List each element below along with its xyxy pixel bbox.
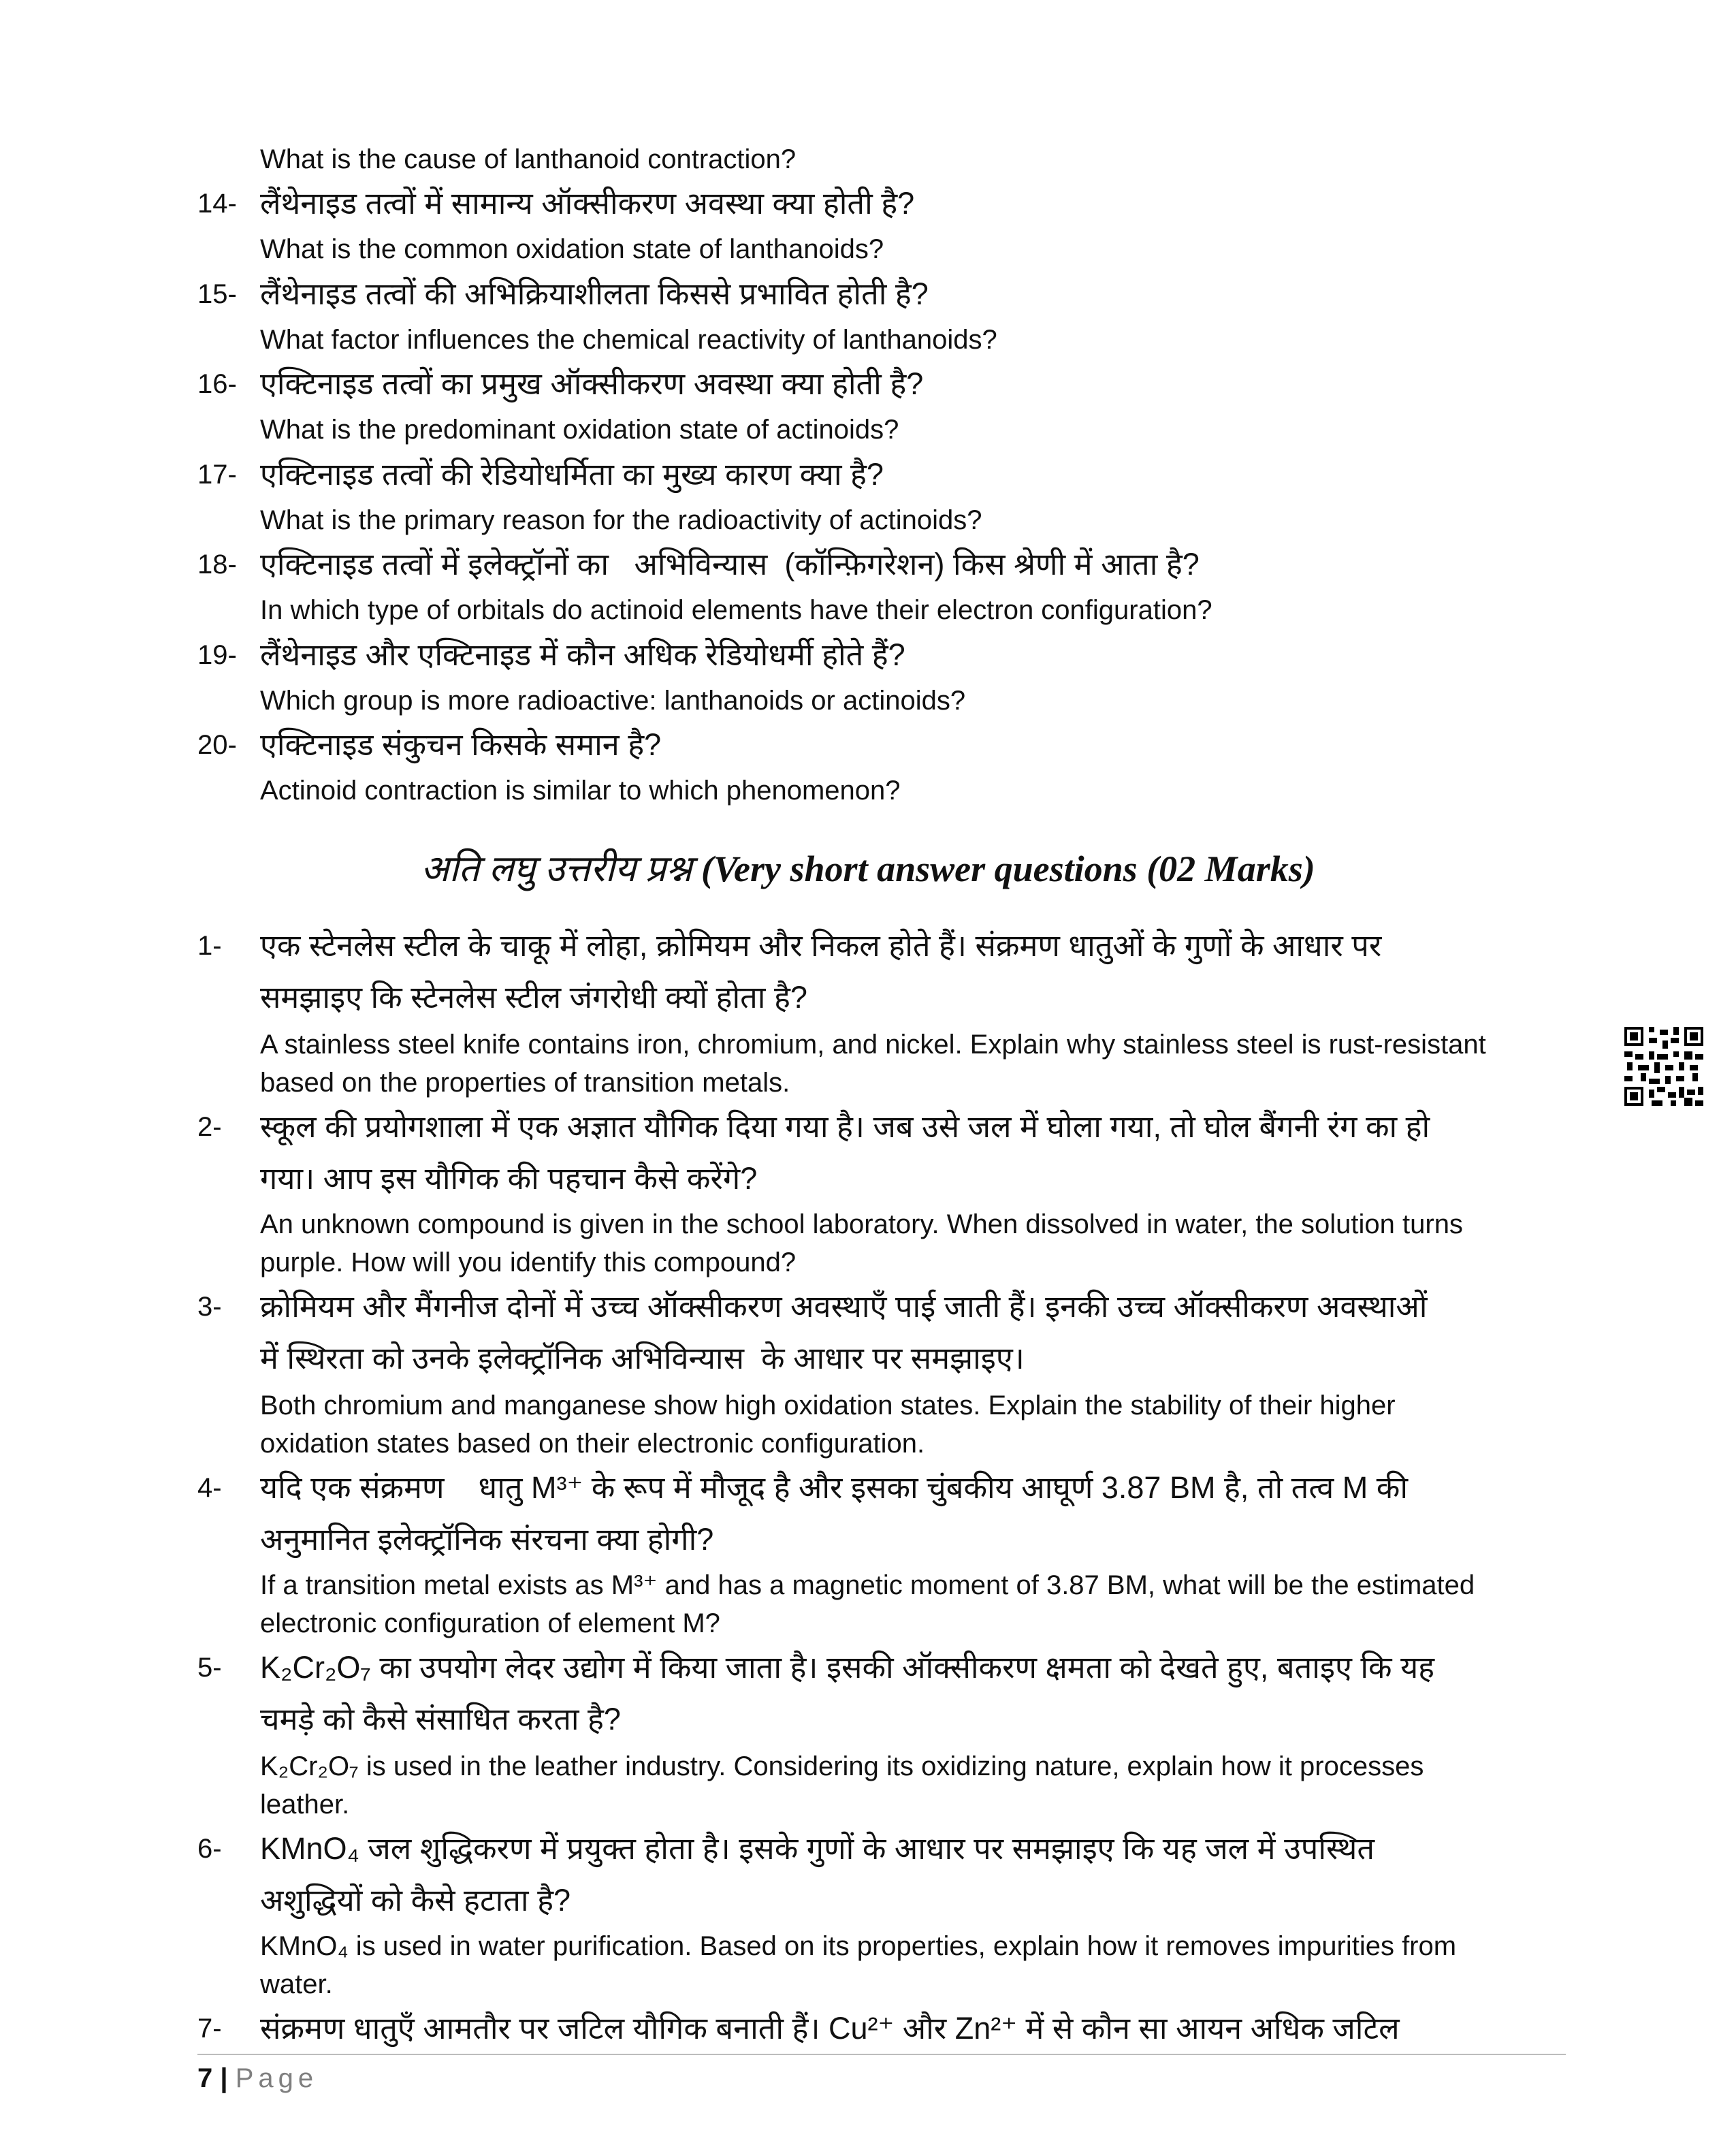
- page-label: Page: [235, 2063, 319, 2093]
- question-19-english: Which group is more radioactive: lanthanoids or actinoids?: [260, 686, 966, 716]
- section-heading-hindi: अति लघु उत्तरीय प्रश्न: [421, 848, 692, 889]
- question-3-hindi-line-2: में स्थिरता को उनके इलेक्ट्रॉनिक अभिविन्यास के आधार पर समझाइए।: [260, 1341, 1025, 1376]
- question-6-number: 6-: [197, 1834, 222, 1864]
- section-heading: [0, 844, 1736, 893]
- question-16-number: 16-: [197, 369, 237, 399]
- question-19-number: 19-: [197, 640, 237, 670]
- question-7-number: 7-: [197, 2014, 222, 2044]
- question-2-hindi-line-1: स्कूल की प्रयोगशाला में एक अज्ञात यौगिक दिया गया है। जब उसे जल में घोला गया, तो घोल बैंगनी रंग का हो: [260, 1109, 1430, 1144]
- question-17-number: 17-: [197, 460, 237, 490]
- question-5-hindi-line-1: K₂Cr₂O₇ का उपयोग लेदर उद्योग में किया जाता है। इसकी ऑक्सीकरण क्षमता को देखते हुए, बताइए कि यह: [260, 1650, 1435, 1685]
- question-5-english-line-2: leather.: [260, 1790, 350, 1820]
- question-5-english-line-1: K₂Cr₂O₇ is used in the leather industry. Considering its oxidizing nature, explain how it processes: [260, 1751, 1424, 1781]
- question-2-english-line-1: An unknown compound is given in the school laboratory. When dissolved in water, the solution turns: [260, 1209, 1463, 1239]
- question-14-number: 14-: [197, 189, 237, 219]
- question-2-number: 2-: [197, 1112, 222, 1142]
- question-5-number: 5-: [197, 1653, 222, 1683]
- question-4-hindi-line-1: यदि एक संक्रमण धातु M³⁺ के रूप में मौजूद है और इसका चुंबकीय आघूर्ण 3.87 BM है, तो तत्व M की: [260, 1470, 1408, 1505]
- question-17-english: What is the primary reason for the radioactivity of actinoids?: [260, 505, 982, 535]
- question-17-hindi: एक्टिनाइड तत्वों की रेडियोधर्मिता का मुख्य कारण क्या है?: [260, 457, 884, 492]
- question-4-english-line-1: If a transition metal exists as M³⁺ and has a magnetic moment of 3.87 BM, what will be the estimated: [260, 1570, 1475, 1600]
- question-6-english-line-1: KMnO₄ is used in water purification. Based on its properties, explain how it removes impurities from: [260, 1931, 1457, 1961]
- question-4-english-line-2: electronic configuration of element M?: [260, 1608, 720, 1638]
- page-number: 7: [197, 2063, 213, 2093]
- question-15-number: 15-: [197, 279, 237, 309]
- question-20-hindi: एक्टिनाइड संकुचन किसके समान है?: [260, 727, 662, 762]
- question-16-english: What is the predominant oxidation state of actinoids?: [260, 415, 899, 445]
- question-1-hindi-line-1: एक स्टेनलेस स्टील के चाकू में लोहा, क्रोमियम और निकल होते हैं। संक्रमण धातुओं के गुणों के आधार पर: [260, 928, 1382, 963]
- question-18-number: 18-: [197, 550, 237, 579]
- question-18-english: In which type of orbitals do actinoid elements have their electron configuration?: [260, 595, 1212, 625]
- question-20-english: Actinoid contraction is similar to which phenomenon?: [260, 776, 901, 806]
- section-heading-english: (Very short answer questions (02 Marks): [701, 848, 1315, 889]
- question-3-english-line-1: Both chromium and manganese show high oxidation states. Explain the stability of their higher: [260, 1391, 1396, 1420]
- question-16-hindi: एक्टिनाइड तत्वों का प्रमुख ऑक्सीकरण अवस्था क्या होती है?: [260, 366, 924, 401]
- question-1-hindi-line-2: समझाइए कि स्टेनलेस स्टील जंगरोधी क्यों होता है?: [260, 980, 807, 1015]
- question-14-hindi: लैंथेनाइड तत्वों में सामान्य ऑक्सीकरण अवस्था क्या होती है?: [260, 186, 915, 221]
- question-2-english-line-2: purple. How will you identify this compound?: [260, 1248, 797, 1277]
- footer-separator: |: [220, 2063, 228, 2093]
- question-6-hindi-line-1: KMnO₄ जल शुद्धिकरण में प्रयुक्त होता है। इसके गुणों के आधार पर समझाइए कि यह जल में उपस्थित: [260, 1831, 1375, 1866]
- question-4-hindi-line-2: अनुमानित इलेक्ट्रॉनिक संरचना क्या होगी?: [260, 1522, 714, 1557]
- question-5-hindi-line-2: चमड़े को कैसे संसाधित करता है?: [260, 1702, 621, 1736]
- page-footer: [197, 2061, 318, 2096]
- question-3-number: 3-: [197, 1292, 222, 1322]
- question-18-hindi: एक्टिनाइड तत्वों में इलेक्ट्रॉनों का अभिविन्यास (कॉन्फ़िगरेशन) किस श्रेणी में आता है?: [260, 547, 1200, 582]
- question-6-english-line-2: water.: [260, 1969, 333, 1999]
- question-1-english-line-1: A stainless steel knife contains iron, chromium, and nickel. Explain why stainless steel is rust-resistant: [260, 1030, 1486, 1060]
- qr-code-icon: [1624, 1027, 1703, 1106]
- question-1-number: 1-: [197, 931, 222, 961]
- question-4-number: 4-: [197, 1473, 222, 1503]
- question-3-hindi-line-1: क्रोमियम और मैंगनीज दोनों में उच्च ऑक्सीकरण अवस्थाएँ पाई जाती हैं। इनकी उच्च ऑक्सीकरण अवस्थाओं: [260, 1289, 1428, 1324]
- intro-english-line: What is the cause of lanthanoid contraction?: [260, 144, 797, 174]
- question-2-hindi-line-2: गया। आप इस यौगिक की पहचान कैसे करेंगे?: [260, 1161, 758, 1196]
- footer-divider: [197, 2054, 1566, 2055]
- question-1-english-line-2: based on the properties of transition metals.: [260, 1068, 790, 1098]
- question-15-hindi: लैंथेनाइड तत्वों की अभिक्रियाशीलता किससे प्रभावित होती है?: [260, 276, 929, 311]
- question-3-english-line-2: oxidation states based on their electronic configuration.: [260, 1429, 925, 1459]
- question-6-hindi-line-2: अशुद्धियों को कैसे हटाता है?: [260, 1883, 571, 1918]
- question-15-english: What factor influences the chemical reactivity of lanthanoids?: [260, 325, 997, 355]
- question-20-number: 20-: [197, 730, 237, 760]
- question-7-hindi-line-1: संक्रमण धातुएँ आमतौर पर जटिल यौगिक बनाती हैं। Cu²⁺ और Zn²⁺ में से कौन सा आयन अधिक जटिल: [260, 2011, 1400, 2046]
- question-14-english: What is the common oxidation state of lanthanoids?: [260, 234, 884, 264]
- question-19-hindi: लैंथेनाइड और एक्टिनाइड में कौन अधिक रेडियोधर्मी होते हैं?: [260, 637, 905, 672]
